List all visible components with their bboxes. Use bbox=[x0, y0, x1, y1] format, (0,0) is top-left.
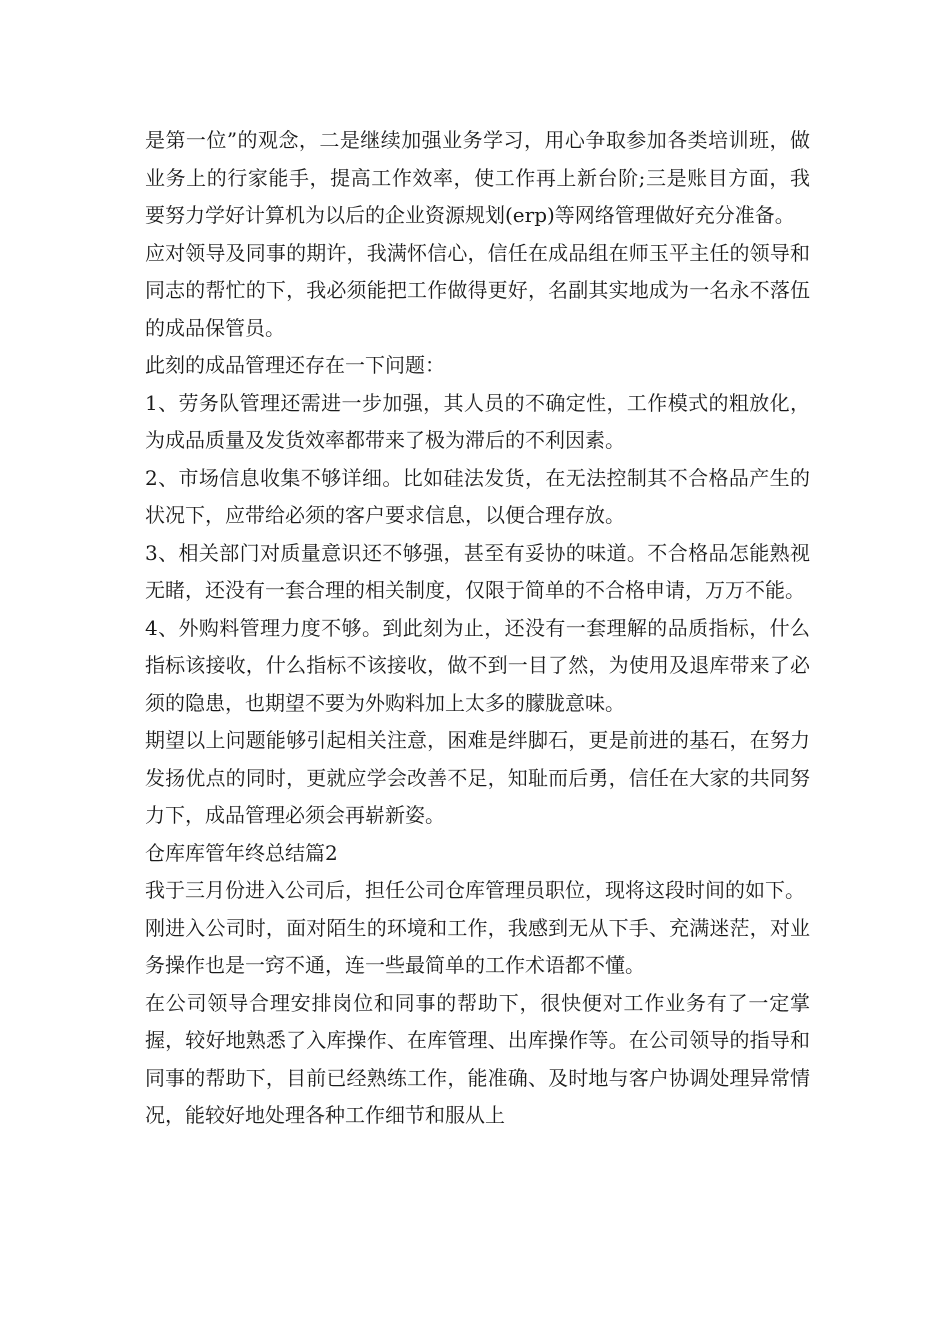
paragraph-expectations: 应对领导及同事的期许，我满怀信心，信任在成品组在师玉平主任的领导和同志的帮忙的下，我必须能把工作做得更好，名副其实地成为一名永不落伍的成品保管员。 bbox=[145, 240, 810, 340]
list-item-problem-4: 4、外购料管理力度不够。到此刻为止，还没有一套理解的品质指标，什么指标该接收，什么指标不该接收，做不到一目了然，为使用及退库带来了必须的隐患，也期望不要为外购料加上太多的朦胧意味。 bbox=[145, 615, 810, 715]
section-heading: 仓库库管年终总结篇2 bbox=[145, 840, 338, 865]
paragraph-intro-continuation: 是第一位”的观念，二是继续加强业务学习，用心争取参加各类培训班，做业务上的行家能手，提高工作效率，使工作再上新台阶;三是账目方面，我要努力学好计算机为以后的企业资源规划(erp)等网络管理做好充分准备。 bbox=[145, 128, 810, 227]
paragraph-first-days: 刚进入公司时，面对陌生的环境和工作，我感到无从下手、充满迷茫，对业务操作也是一窍不通，连一些最简单的工作术语都不懂。 bbox=[145, 915, 810, 977]
paragraph-progress: 在公司领导合理安排岗位和同事的帮助下，很快便对工作业务有了一定掌握，较好地熟悉了入库操作、在库管理、出库操作等。在公司领导的指导和同事的帮助下，目前已经熟练工作，能准确、及时地与客户协调处理异常情况，能较好地处理各种工作细节和服从上 bbox=[145, 990, 810, 1127]
paragraph-joining: 我于三月份进入公司后，担任公司仓库管理员职位，现将这段时间的如下。 bbox=[145, 878, 805, 902]
list-item-problem-3: 3、相关部门对质量意识还不够强，甚至有妥协的味道。不合格品怎能熟视无睹，还没有一套合理的相关制度，仅限于简单的不合格申请，万万不能。 bbox=[145, 540, 810, 602]
list-item-problem-1: 1、劳务队管理还需进一步加强，其人员的不确定性，工作模式的粗放化，为成品质量及发货效率都带来了极为滞后的不利因素。 bbox=[145, 390, 810, 452]
paragraph-closing: 期望以上问题能够引起相关注意，困难是绊脚石，更是前进的基石，在努力发扬优点的同时，更就应学会改善不足，知耻而后勇，信任在大家的共同努力下，成品管理必须会再崭新姿。 bbox=[145, 728, 810, 827]
document-page bbox=[145, 122, 810, 1135]
paragraph-problems-heading: 此刻的成品管理还存在一下问题： bbox=[145, 353, 445, 377]
list-item-problem-2: 2、市场信息收集不够详细。比如硅法发货，在无法控制其不合格品产生的状况下，应带给必须的客户要求信息，以便合理存放。 bbox=[145, 465, 810, 527]
